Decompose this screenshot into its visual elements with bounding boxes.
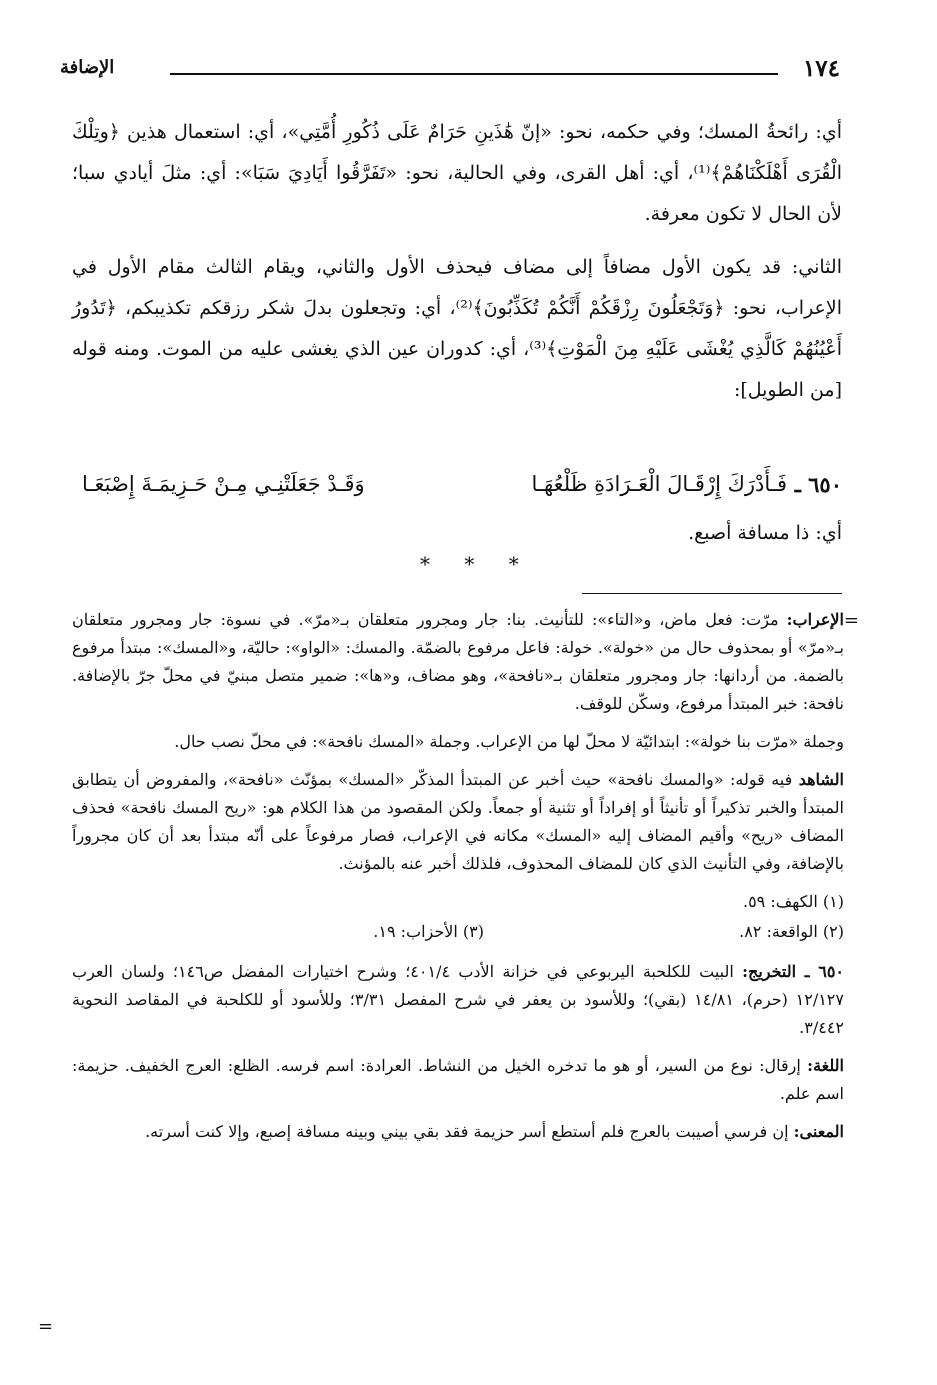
- main-paragraph-2: الثاني: قد يكون الأول مضافاً إلى مضاف فيحذف الأول والثاني، ويقام الثالث مقام الأول في الإعراب، نحو: ﴿وَتَجْعَلُونَ رِزْقَكُمْ أَنَّكُمْ تُكَذِّبُونَ﴾⁽²⁾، أي: وتجعلون بدلَ شكر رزقكم تكذيبكم، ﴿تَدُورُ أَعْيُنُهُمْ كَالَّذِي يُغْشَى عَلَيْهِ مِنَ الْمَوْتِ﴾⁽³⁾، أي: كدوران عين الذي يغشى عليه من الموت. ومنه قوله [من الطويل]:: [72, 256, 843, 401]
- running-title: الإضافة: [60, 57, 115, 78]
- main-paragraph-1: أي: رائحةُ المسك؛ وفي حكمه، نحو: «إنّ هَٰذَينِ حَرَامٌ عَلَى ذُكُورِ أُمَّتِي»، أي: استعمال هذين ﴿وتِلْكَ الْقُرَى أَهْلَكْنَاهُمْ﴾⁽¹⁾، أي: أهل القرى، وفي الحالية، نحو: «تَفَرَّقُوا أَيَادِيَ سَبَا»: أي: مثلَ أيادي سبا؛ لأن الحال لا تكون معرفة.: [72, 121, 842, 225]
- footnote-2: (٢) الواقعة: ٨٢.: [739, 922, 844, 941]
- main-text: [72, 112, 842, 423]
- note-irab-text: مرّت: فعل ماض، و«التاء»: للتأنيث. بنا: جار ومجرور متعلقان بـ«مرّ». في نسوة: جار ومجرور متعلقان بـ«مرّ» أو بمحذوف حال من «خولة». خولة: فاعل مرفوع بالضمّة. والمسك: «الواو»: حاليّة، و«المسك»: مبتدأ مرفوع بالضمة. من أردانها: جار ومجرور متعلقان بـ«نافحة»، وهو مضاف، و«ها»: ضمير متصل مبنيّ في محلّ جرّ بالإضافة. نافحة: خبر المبتدأ مرفوع، وسكّن للوقف.: [72, 610, 844, 713]
- note-mana: [72, 1118, 844, 1146]
- verse-explanation: أي: ذا مسافة أصبع.: [688, 522, 842, 544]
- section-separator: * * *: [420, 552, 533, 576]
- footnote-row: [72, 918, 844, 946]
- continuation-mark-top: =: [843, 610, 859, 631]
- poetry-verse: [72, 468, 842, 512]
- verse-number: ٦٥٠ ـ: [794, 472, 842, 497]
- page-header: [60, 55, 840, 85]
- footnote-3: (٣) الأحزاب: ١٩.: [373, 922, 484, 941]
- note-lugha-text: إرقال: نوع من السير، أو هو ما تدخره الخيل من النشاط. العرادة: اسم فرسه. الظلع: العرج الخفيف. حزيمة: اسم علم.: [72, 1056, 844, 1103]
- page-number: ١٧٤: [802, 55, 840, 82]
- note-lugha: [72, 1052, 844, 1108]
- note-jumla: وجملة «مرّت بنا خولة»: ابتدائيّة لا محلّ لها من الإعراب. وجملة «المسك نافحة»: في محلّ نصب حال.: [174, 732, 844, 751]
- footnote-rule: [582, 593, 842, 594]
- footnotes: [72, 606, 844, 1156]
- note-takhrij-text: البيت للكلحبة اليربوعي في خزانة الأدب ٤٠١/٤؛ وشرح اختيارات المفضل ص١٤٦؛ ولسان العرب ١٢/١٢٧ (حرم)، ١٤/٨١ (بقي)؛ وللأسود بن يعفر في شرح المفصل ٣/٣١؛ وللأسود أو للكلحبة في المقاصد النحوية ٣/٤٤٢.: [72, 962, 844, 1037]
- note-takhrij: [72, 958, 844, 1042]
- continuation-mark-bottom: =: [38, 1316, 54, 1337]
- header-rule: [170, 73, 778, 75]
- note-shahid-label: الشاهد: [798, 770, 844, 789]
- note-lugha-label: اللغة:: [807, 1056, 844, 1075]
- note-takhrij-label: ٦٥٠ ـ التخريج:: [742, 962, 845, 981]
- note-shahid-text: فيه قوله: «والمسك نافحة» حيث أخبر عن المبتدأ المذكّر «المسك» بمؤنّث «نافحة»، والمفروض أن يتطابق المبتدأ والخبر تذكيراً أو تأنيثاً أو إفراداً أو تثنية أو جمعاً. ولكن المقصود من هذا الكلام هو: «ريح المسك نافحة» فحذف المضاف «ريح» وأقيم المضاف إليه «المسك» مكانه في الإعراب، فصار مرفوعاً على أنّه مبتدأ بعد أن كان مجروراً بالإضافة، وفي التأنيث الذي كان للمضاف المحذوف، فلذلك أخبر عنه بالمؤنث.: [72, 770, 845, 873]
- verse-first-hemistich: فَـأَدْرَكَ إِرْقَـالَ الْعَـرَادَةِ ظَلْعُهَـا: [531, 472, 787, 496]
- note-mana-text: إن فرسي أصيبت بالعرج فلم أستطع أسر حزيمة فقد بقي بيني وبينه مسافة إصبع، وإلا كنت أسرته.: [145, 1122, 789, 1141]
- note-shahid: [72, 766, 844, 878]
- verse-second-hemistich: وَقَـدْ جَعَلَتْنِـي مِـنْ حَـزِيمَـةَ إِصْبَعَـا: [82, 472, 365, 496]
- note-irab-label: الإعراب:: [786, 610, 844, 629]
- note-mana-label: المعنى:: [793, 1122, 844, 1141]
- footnote-1: (١) الكهف: ٥٩.: [742, 892, 844, 911]
- note-irab: [72, 606, 844, 718]
